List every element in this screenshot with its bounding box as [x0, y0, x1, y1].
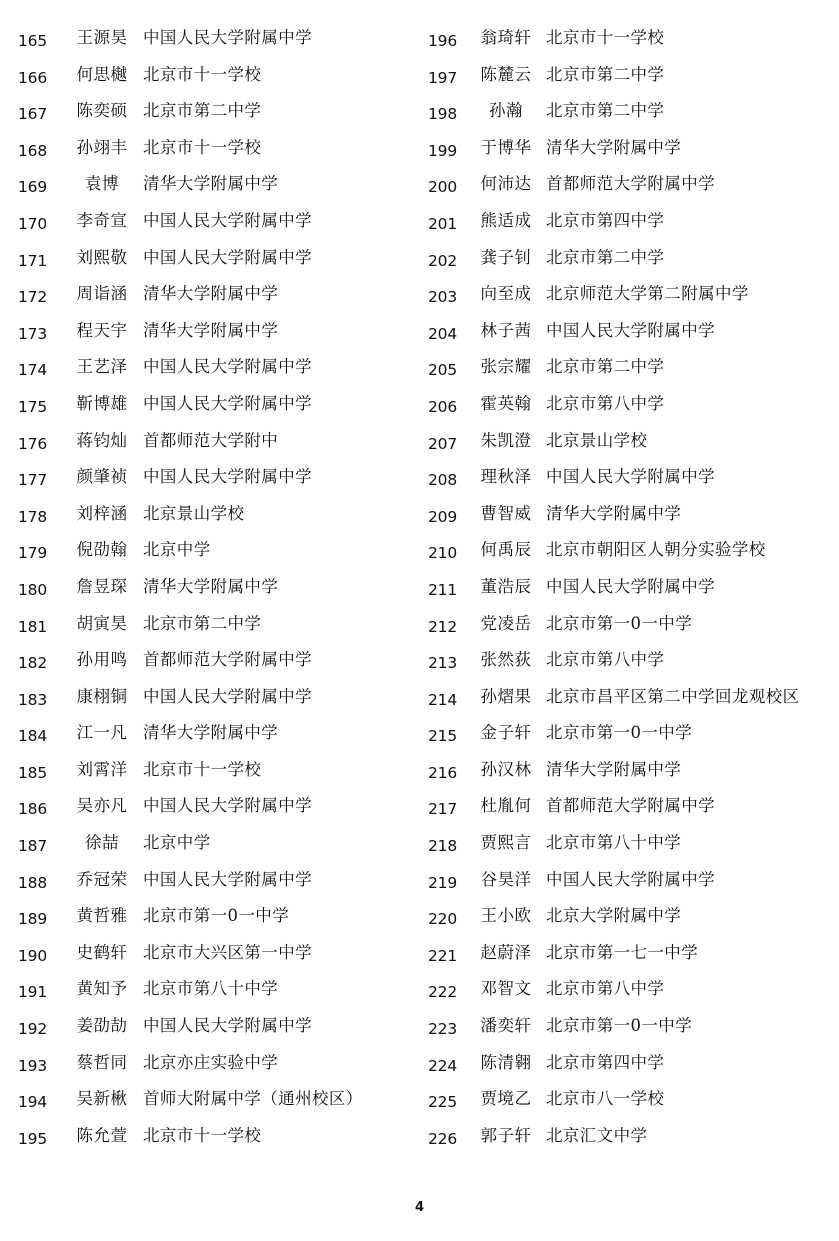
list-row — [18, 130, 428, 167]
student-name: 何思樾 — [76, 64, 128, 84]
student-name: 胡寅昊 — [76, 613, 128, 633]
school-name: 首都师范大学附属中学 — [546, 174, 715, 194]
student-name: 向至成 — [480, 284, 532, 304]
list-row — [18, 642, 428, 679]
school-name: 中国人民大学附属中学 — [143, 210, 312, 230]
list-row — [420, 569, 830, 606]
list-row — [18, 1045, 428, 1082]
student-name: 程天宇 — [76, 320, 128, 340]
list-row — [420, 166, 830, 203]
entry-number: 192 — [18, 1020, 47, 1039]
list-row — [18, 496, 428, 533]
school-name: 首都师范大学附属中学 — [546, 796, 715, 816]
entry-number: 211 — [428, 580, 457, 599]
entry-number: 198 — [428, 105, 457, 124]
student-name: 潘奕轩 — [480, 1016, 532, 1036]
student-name: 孙汉林 — [480, 759, 532, 779]
school-name: 北京市第一0一中学 — [546, 723, 693, 743]
school-name: 清华大学附属中学 — [143, 174, 279, 194]
student-name: 孙翊丰 — [76, 137, 128, 157]
entry-number: 185 — [18, 763, 47, 782]
student-name: 林子茜 — [480, 320, 532, 340]
student-name: 何禹辰 — [480, 540, 532, 560]
list-row — [420, 130, 830, 167]
entry-number: 201 — [428, 214, 457, 233]
school-name: 北京汇文中学 — [546, 1125, 648, 1145]
student-name: 郭子轩 — [480, 1125, 532, 1145]
list-row — [420, 423, 830, 460]
entry-number: 187 — [18, 837, 47, 856]
list-row — [420, 93, 830, 130]
student-name: 詹昱琛 — [76, 576, 128, 596]
school-name: 北京市第八中学 — [546, 979, 665, 999]
entry-number: 214 — [428, 690, 457, 709]
student-name: 理秋泽 — [480, 467, 532, 487]
entry-number: 220 — [428, 910, 457, 929]
school-name: 中国人民大学附属中学 — [143, 869, 312, 889]
school-name: 中国人民大学附属中学 — [546, 576, 715, 596]
student-name: 姜劭劼 — [76, 1016, 128, 1036]
list-row — [18, 715, 428, 752]
school-name: 北京市十一学校 — [143, 759, 262, 779]
entry-number: 210 — [428, 544, 457, 563]
entry-number: 165 — [18, 32, 47, 50]
school-name: 北京市昌平区第二中学回龙观校区 — [546, 686, 800, 706]
entry-number: 196 — [428, 32, 457, 50]
list-row — [18, 825, 428, 862]
school-name: 北京市第八中学 — [546, 650, 665, 670]
list-row — [18, 1008, 428, 1045]
student-name: 徐喆 — [85, 833, 119, 853]
student-name: 颜肇祯 — [76, 467, 128, 487]
entry-number: 169 — [18, 178, 47, 197]
entry-number: 193 — [18, 1056, 47, 1075]
student-name: 金子轩 — [480, 723, 532, 743]
student-name: 靳博雄 — [76, 393, 128, 413]
student-name: 李奇宣 — [76, 210, 128, 230]
student-name: 史鹤轩 — [76, 942, 128, 962]
school-name: 中国人民大学附属中学 — [143, 1016, 312, 1036]
school-name: 清华大学附属中学 — [143, 576, 279, 596]
student-name: 陈清翱 — [480, 1052, 532, 1072]
list-row — [18, 788, 428, 825]
entry-number: 209 — [428, 507, 457, 526]
list-row — [420, 386, 830, 423]
list-row — [18, 679, 428, 716]
list-row — [18, 971, 428, 1008]
school-name: 中国人民大学附属中学 — [546, 869, 715, 889]
list-row — [420, 57, 830, 94]
list-row — [420, 1008, 830, 1045]
student-name: 贾境乙 — [480, 1089, 532, 1109]
list-row — [18, 276, 428, 313]
list-row — [420, 276, 830, 313]
entry-number: 217 — [428, 800, 457, 819]
student-name: 邓智文 — [480, 979, 532, 999]
school-name: 清华大学附属中学 — [546, 759, 682, 779]
entry-number: 204 — [428, 324, 457, 343]
student-name: 赵蔚泽 — [480, 942, 532, 962]
school-name: 北京市十一学校 — [143, 64, 262, 84]
school-name: 北京市第一0一中学 — [546, 1016, 693, 1036]
entry-number: 170 — [18, 214, 47, 233]
school-name: 中国人民大学附属中学 — [143, 28, 312, 47]
school-name: 首都师范大学附中 — [143, 430, 279, 450]
student-name: 党凌岳 — [480, 613, 532, 633]
list-row — [420, 898, 830, 935]
school-name: 北京大学附属中学 — [546, 906, 682, 926]
student-name: 曹智威 — [480, 503, 532, 523]
list-row — [420, 862, 830, 899]
page-number: 4 — [414, 1200, 425, 1215]
student-name: 康栩铜 — [76, 686, 128, 706]
entry-number: 226 — [428, 1129, 457, 1148]
student-name: 陈奕硕 — [76, 101, 128, 121]
list-row — [420, 642, 830, 679]
school-name: 北京市十一学校 — [143, 137, 262, 157]
school-name: 北京市第四中学 — [546, 210, 665, 230]
school-name: 北京市第四中学 — [546, 1052, 665, 1072]
student-name: 龚子钊 — [480, 247, 532, 267]
school-name: 北京中学 — [143, 833, 211, 853]
list-row — [420, 496, 830, 533]
list-row — [420, 349, 830, 386]
list-row — [18, 532, 428, 569]
entry-number: 190 — [18, 946, 47, 965]
entry-number: 189 — [18, 910, 47, 929]
student-name: 孙熠果 — [480, 686, 532, 706]
student-name: 王小欧 — [480, 906, 532, 926]
entry-number: 221 — [428, 946, 457, 965]
student-name: 孙瀚 — [489, 101, 523, 121]
list-row — [18, 203, 428, 240]
school-name: 首都师范大学附属中学 — [143, 650, 312, 670]
list-row — [420, 606, 830, 643]
list-row — [18, 313, 428, 350]
entry-number: 212 — [428, 617, 457, 636]
list-row — [420, 825, 830, 862]
student-name: 江一凡 — [76, 723, 128, 743]
student-name: 朱凯澄 — [480, 430, 532, 450]
list-row — [18, 1081, 428, 1118]
entry-number: 173 — [18, 324, 47, 343]
school-name: 北京市第二中学 — [546, 247, 665, 267]
entry-number: 182 — [18, 654, 47, 673]
list-row — [18, 386, 428, 423]
school-name: 北京市第一0一中学 — [143, 906, 290, 926]
entry-number: 171 — [18, 251, 47, 270]
entry-number: 219 — [428, 873, 457, 892]
student-name: 王源昊 — [76, 28, 128, 47]
entry-number: 218 — [428, 837, 457, 856]
entry-number: 207 — [428, 434, 457, 453]
entry-number: 199 — [428, 141, 457, 160]
list-row — [420, 935, 830, 972]
entry-number: 176 — [18, 434, 47, 453]
entry-number: 213 — [428, 654, 457, 673]
entry-number: 208 — [428, 471, 457, 490]
school-name: 北京中学 — [143, 540, 211, 560]
school-name: 北京市第二中学 — [143, 613, 262, 633]
student-name: 何沛达 — [480, 174, 532, 194]
entry-number: 178 — [18, 507, 47, 526]
entry-number: 168 — [18, 141, 47, 160]
student-name: 孙用鸣 — [76, 650, 128, 670]
school-name: 清华大学附属中学 — [546, 503, 682, 523]
list-row — [18, 935, 428, 972]
school-name: 中国人民大学附属中学 — [143, 247, 312, 267]
entry-number: 179 — [18, 544, 47, 563]
school-name: 清华大学附属中学 — [546, 137, 682, 157]
school-name: 北京亦庄实验中学 — [143, 1052, 279, 1072]
school-name: 北京市第二中学 — [546, 357, 665, 377]
student-name: 谷昊洋 — [480, 869, 532, 889]
school-name: 中国人民大学附属中学 — [546, 320, 715, 340]
entry-number: 175 — [18, 397, 47, 416]
student-name: 贾熙言 — [480, 833, 532, 853]
student-name: 袁博 — [85, 174, 119, 194]
list-row — [420, 971, 830, 1008]
entry-number: 166 — [18, 68, 47, 87]
school-name: 中国人民大学附属中学 — [143, 357, 312, 377]
list-row — [420, 1045, 830, 1082]
entry-number: 222 — [428, 983, 457, 1002]
student-name: 于博华 — [480, 137, 532, 157]
list-row — [18, 57, 428, 94]
list-row — [420, 788, 830, 825]
entry-number: 206 — [428, 397, 457, 416]
school-name: 清华大学附属中学 — [143, 723, 279, 743]
entry-number: 172 — [18, 288, 47, 307]
student-name: 刘霄洋 — [76, 759, 128, 779]
entry-number: 224 — [428, 1056, 457, 1075]
entry-number: 225 — [428, 1093, 457, 1112]
school-name: 北京师范大学第二附属中学 — [546, 284, 749, 304]
student-name: 张然荻 — [480, 650, 532, 670]
left-column-list — [18, 20, 428, 1154]
list-row — [18, 93, 428, 130]
school-name: 北京市第二中学 — [546, 101, 665, 121]
list-row — [18, 862, 428, 899]
entry-number: 174 — [18, 361, 47, 380]
entry-number: 215 — [428, 727, 457, 746]
entry-number: 191 — [18, 983, 47, 1002]
school-name: 中国人民大学附属中学 — [143, 796, 312, 816]
list-row — [18, 898, 428, 935]
school-name: 北京市第八中学 — [546, 393, 665, 413]
list-row — [18, 240, 428, 277]
student-name: 黄哲雅 — [76, 906, 128, 926]
list-row — [420, 313, 830, 350]
student-name: 张宗耀 — [480, 357, 532, 377]
school-name: 北京市第二中学 — [546, 64, 665, 84]
school-name: 北京市第一七一中学 — [546, 942, 699, 962]
school-name: 清华大学附属中学 — [143, 284, 279, 304]
list-row — [420, 459, 830, 496]
list-row — [420, 715, 830, 752]
student-name: 倪劭翰 — [76, 540, 128, 560]
student-name: 乔冠荣 — [76, 869, 128, 889]
list-row — [420, 679, 830, 716]
entry-number: 202 — [428, 251, 457, 270]
list-row — [18, 569, 428, 606]
list-row — [18, 166, 428, 203]
school-name: 北京景山学校 — [143, 503, 245, 523]
list-row — [18, 459, 428, 496]
entry-number: 188 — [18, 873, 47, 892]
school-name: 北京市十一学校 — [143, 1125, 262, 1145]
school-name: 中国人民大学附属中学 — [143, 467, 312, 487]
list-row — [420, 203, 830, 240]
school-name: 北京市朝阳区人朝分实验学校 — [546, 540, 766, 560]
entry-number: 186 — [18, 800, 47, 819]
school-name: 清华大学附属中学 — [143, 320, 279, 340]
list-row — [420, 532, 830, 569]
student-name: 刘梓涵 — [76, 503, 128, 523]
list-row — [420, 20, 830, 57]
student-name: 霍英翰 — [480, 393, 532, 413]
list-row — [18, 606, 428, 643]
list-row — [18, 1118, 428, 1155]
student-name: 翁琦轩 — [480, 28, 532, 47]
list-row — [18, 423, 428, 460]
entry-number: 181 — [18, 617, 47, 636]
student-name: 陈麓云 — [480, 64, 532, 84]
list-row — [420, 752, 830, 789]
school-name: 北京市大兴区第一中学 — [143, 942, 312, 962]
student-name: 王艺泽 — [76, 357, 128, 377]
student-name: 蒋钧灿 — [76, 430, 128, 450]
student-name: 吴新楸 — [76, 1089, 128, 1109]
school-name: 北京市第八十中学 — [546, 833, 682, 853]
student-name: 陈允萱 — [76, 1125, 128, 1145]
student-name: 董浩辰 — [480, 576, 532, 596]
student-name: 吴亦凡 — [76, 796, 128, 816]
list-row — [18, 752, 428, 789]
school-name: 中国人民大学附属中学 — [143, 393, 312, 413]
entry-number: 223 — [428, 1020, 457, 1039]
entry-number: 177 — [18, 471, 47, 490]
entry-number: 197 — [428, 68, 457, 87]
entry-number: 167 — [18, 105, 47, 124]
school-name: 首师大附属中学（通州校区） — [143, 1089, 363, 1109]
list-row — [420, 1118, 830, 1155]
school-name: 北京市八一学校 — [546, 1089, 665, 1109]
school-name: 北京市第二中学 — [143, 101, 262, 121]
list-row — [420, 1081, 830, 1118]
entry-number: 184 — [18, 727, 47, 746]
list-row — [18, 349, 428, 386]
school-name: 中国人民大学附属中学 — [546, 467, 715, 487]
school-name: 北京市第一0一中学 — [546, 613, 693, 633]
student-name: 刘熙敬 — [76, 247, 128, 267]
entry-number: 180 — [18, 580, 47, 599]
school-name: 北京市第八十中学 — [143, 979, 279, 999]
entry-number: 203 — [428, 288, 457, 307]
list-row — [18, 20, 428, 57]
student-name: 黄知予 — [76, 979, 128, 999]
entry-number: 200 — [428, 178, 457, 197]
student-name: 杜胤何 — [480, 796, 532, 816]
student-name: 周诣涵 — [76, 284, 128, 304]
school-name: 北京景山学校 — [546, 430, 648, 450]
entry-number: 205 — [428, 361, 457, 380]
entry-number: 183 — [18, 690, 47, 709]
entry-number: 216 — [428, 763, 457, 782]
entry-number: 195 — [18, 1129, 47, 1148]
school-name: 北京市十一学校 — [546, 28, 665, 47]
list-row — [420, 240, 830, 277]
entry-number: 194 — [18, 1093, 47, 1112]
student-name: 蔡哲同 — [76, 1052, 128, 1072]
student-name: 熊适成 — [480, 210, 532, 230]
school-name: 中国人民大学附属中学 — [143, 686, 312, 706]
right-column-list — [420, 20, 830, 1154]
